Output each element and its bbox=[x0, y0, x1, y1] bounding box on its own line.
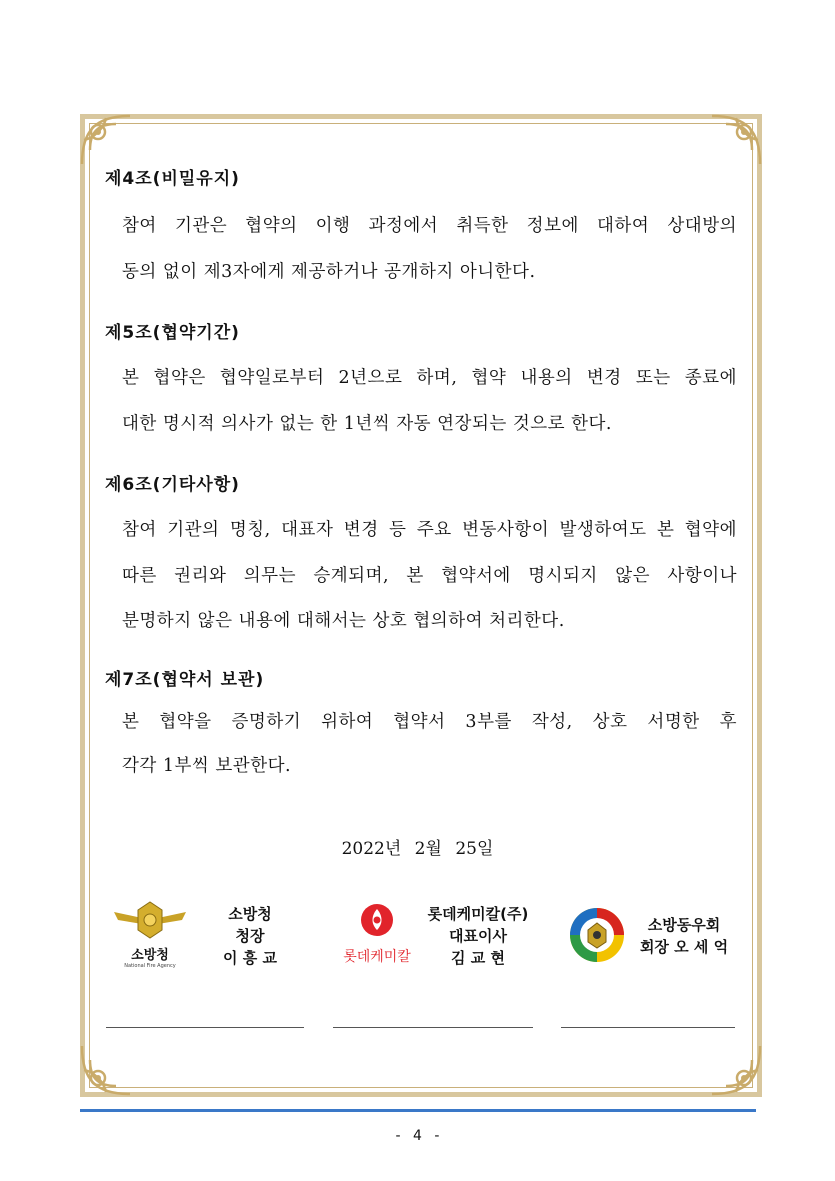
article-5-heading: 제5조(협약기간) bbox=[105, 323, 240, 343]
article-4-line-1: 참여 기관은 협약의 이행 과정에서 취득한 정보에 대하여 상대방의 bbox=[122, 216, 737, 236]
signatory-1-org: 소방청 bbox=[228, 905, 272, 923]
article-4-heading: 제4조(비밀유지) bbox=[105, 169, 240, 189]
lotte-logo bbox=[334, 902, 420, 968]
veterans-emblem-icon bbox=[566, 906, 628, 964]
signatory-2-org: 롯데케미칼(주) bbox=[427, 905, 529, 923]
signatory-1-title: 청장 bbox=[235, 927, 265, 945]
signatory-3-org: 소방동우회 bbox=[647, 916, 721, 934]
article-6-line-1: 참여 기관의 명칭, 대표자 변경 등 주요 변동사항이 발생하여도 본 협약에 bbox=[122, 520, 737, 540]
article-5-line-1: 본 협약은 협약일로부터 2년으로 하며, 협약 내용의 변경 또는 종료에 bbox=[122, 368, 737, 388]
signature-line-1 bbox=[106, 1027, 304, 1028]
corner-ornament-icon bbox=[76, 110, 136, 170]
lotte-logo-text: 롯데케미칼 bbox=[343, 949, 411, 965]
signatory-1-name: 이 흥 교 bbox=[223, 949, 277, 967]
footer-rule bbox=[80, 1109, 756, 1112]
article-7-line-2: 각각 1부씩 보관한다. bbox=[122, 756, 292, 776]
corner-ornament-icon bbox=[76, 1040, 136, 1100]
signatory-2-block bbox=[420, 903, 536, 969]
corner-ornament-icon bbox=[706, 1040, 766, 1100]
veterans-logo bbox=[566, 906, 628, 964]
nfa-logo-subtext: National Fire Agency bbox=[124, 963, 176, 969]
agreement-date: 2022년 2월 25일 bbox=[341, 839, 494, 859]
signatory-3-block bbox=[628, 914, 740, 958]
article-7-line-1: 본 협약을 증명하기 위하여 협약서 3부를 작성, 상호 서명한 후 bbox=[122, 712, 737, 732]
lotte-emblem-icon bbox=[334, 902, 420, 938]
signatory-2-name: 김 교 현 bbox=[451, 949, 505, 967]
signature-line-2 bbox=[333, 1027, 533, 1028]
article-6-line-2: 따른 권리와 의무는 승계되며, 본 협약서에 명시되지 않은 사항이나 bbox=[122, 566, 737, 586]
article-5-line-2: 대한 명시적 의사가 없는 한 1년씩 자동 연장되는 것으로 한다. bbox=[122, 414, 612, 434]
article-4-line-2: 동의 없이 제3자에게 제공하거나 공개하지 아니한다. bbox=[122, 262, 536, 282]
signatory-2-title: 대표이사 bbox=[449, 927, 507, 945]
nfa-logo bbox=[112, 898, 188, 968]
article-6-heading: 제6조(기타사항) bbox=[105, 475, 240, 495]
page-number: - 4 - bbox=[395, 1128, 440, 1144]
signature-line-3 bbox=[561, 1027, 735, 1028]
signatory-3-title: 회장 오 세 억 bbox=[639, 938, 729, 956]
article-7-heading: 제7조(협약서 보관) bbox=[105, 670, 265, 690]
nfa-logo-text: 소방청 bbox=[131, 948, 169, 963]
nfa-emblem-icon bbox=[112, 898, 188, 942]
article-6-line-3: 분명하지 않은 내용에 대해서는 상호 협의하여 처리한다. bbox=[122, 611, 565, 631]
corner-ornament-icon bbox=[706, 110, 766, 170]
signatory-1-block bbox=[205, 903, 295, 969]
